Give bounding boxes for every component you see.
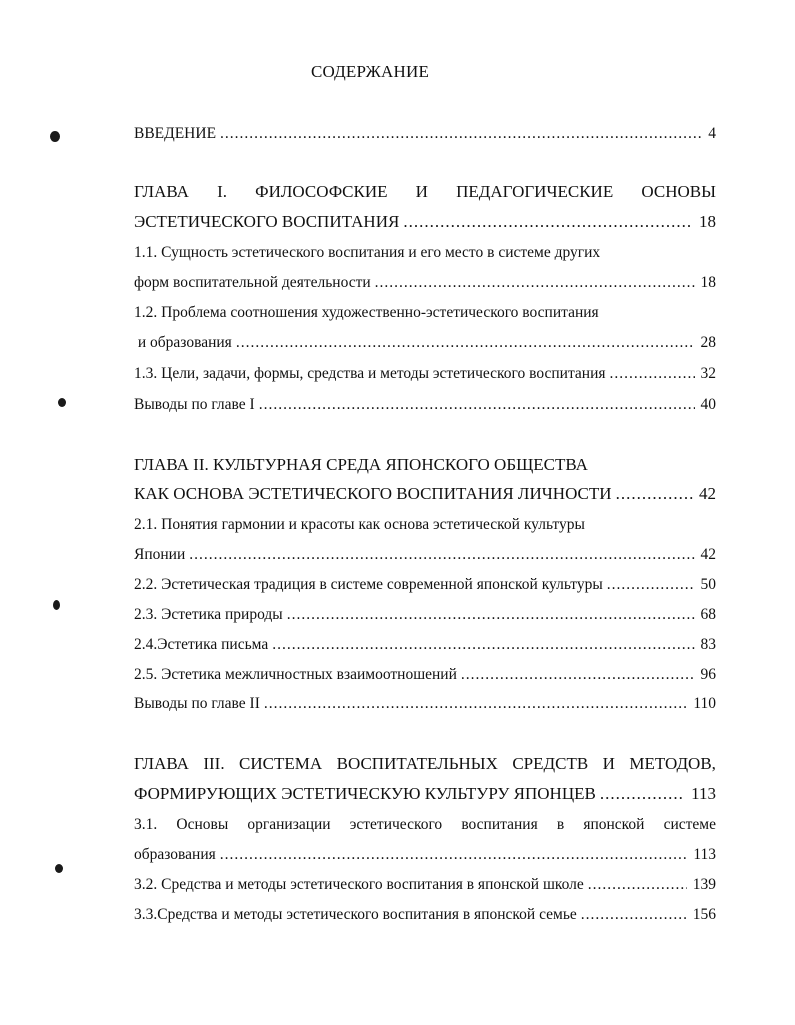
toc-page-number: 40 bbox=[700, 396, 716, 413]
heading-word: системе bbox=[663, 816, 716, 833]
toc-page-number: 113 bbox=[693, 846, 716, 863]
toc-label: 1.3. Цели, задачи, формы, средства и методы эстетического воспитания bbox=[134, 365, 606, 382]
toc-entry-conclusions-2 bbox=[134, 694, 716, 714]
toc-label: ФОРМИРУЮЩИХ ЭСТЕТИЧЕСКУЮ КУЛЬТУРУ ЯПОНЦЕВ bbox=[134, 784, 596, 803]
scan-hole-mark bbox=[50, 131, 60, 142]
toc-label: 3.2. Средства и методы эстетического воспитания в японской школе bbox=[134, 876, 584, 893]
toc-entry-1-1-line2 bbox=[134, 273, 716, 293]
toc-leader bbox=[236, 333, 695, 353]
toc-leader bbox=[375, 273, 695, 293]
toc-entry-1-2-line1: 1.2. Проблема соотношения художественно-эстетического воспитания bbox=[134, 304, 599, 321]
toc-leader bbox=[610, 364, 695, 384]
heading-word: И bbox=[602, 754, 615, 773]
toc-label: форм воспитательной деятельности bbox=[134, 274, 371, 291]
heading-word: СРЕДСТВ bbox=[512, 754, 589, 773]
toc-entry-intro bbox=[134, 124, 716, 144]
toc-label: Выводы по главе II bbox=[134, 695, 260, 712]
toc-leader bbox=[259, 395, 695, 415]
chapter3-heading-line1 bbox=[134, 754, 716, 774]
toc-leader bbox=[600, 784, 685, 804]
toc-label: 2.3. Эстетика природы bbox=[134, 606, 283, 623]
heading-word: ФИЛОСОФСКИЕ bbox=[255, 182, 388, 201]
toc-page-number: 83 bbox=[700, 636, 716, 653]
toc-leader bbox=[607, 575, 695, 595]
page-title: СОДЕРЖАНИЕ bbox=[310, 62, 430, 81]
toc-page-number: 96 bbox=[700, 666, 716, 683]
chapter2-heading-line1: ГЛАВА II. КУЛЬТУРНАЯ СРЕДА ЯПОНСКОГО ОБЩЕСТВА bbox=[134, 455, 588, 474]
heading-word: МЕТОДОВ, bbox=[629, 754, 716, 773]
scan-hole-mark bbox=[58, 398, 66, 407]
toc-page-number: 113 bbox=[691, 784, 716, 803]
toc-label: образования bbox=[134, 846, 216, 863]
toc-entry-2-3 bbox=[134, 605, 716, 625]
heading-word: III. bbox=[203, 754, 225, 773]
chapter3-heading-line2 bbox=[134, 784, 716, 804]
toc-entry-1-3 bbox=[134, 364, 716, 384]
toc-entry-2-1-line2 bbox=[134, 545, 716, 565]
toc-entry-3-2 bbox=[134, 875, 716, 895]
toc-page-number: 42 bbox=[700, 546, 716, 563]
toc-leader bbox=[588, 875, 687, 895]
scan-hole-mark bbox=[53, 600, 60, 610]
toc-entry-conclusions-1 bbox=[134, 395, 716, 415]
scan-hole-mark bbox=[55, 864, 63, 873]
heading-word: воспитания bbox=[461, 816, 538, 833]
toc-leader bbox=[287, 605, 695, 625]
toc-leader bbox=[581, 905, 687, 925]
toc-entry-2-1-line1: 2.1. Понятия гармонии и красоты как основа эстетической культуры bbox=[134, 516, 585, 533]
heading-word: Основы bbox=[176, 816, 229, 833]
toc-entry-1-1-line1: 1.1. Сущность эстетического воспитания и его место в системе других bbox=[134, 244, 601, 261]
toc-label: ЭСТЕТИЧЕСКОГО ВОСПИТАНИЯ bbox=[134, 212, 400, 231]
heading-word: I. bbox=[217, 182, 227, 201]
toc-label: и образования bbox=[134, 334, 232, 351]
toc-leader bbox=[264, 694, 687, 714]
toc-entry-2-2 bbox=[134, 575, 716, 595]
toc-leader bbox=[272, 635, 694, 655]
toc-page-number: 4 bbox=[708, 125, 716, 142]
toc-label: Выводы по главе I bbox=[134, 396, 255, 413]
heading-word: японской bbox=[583, 816, 645, 833]
heading-word: ОСНОВЫ bbox=[641, 182, 716, 201]
toc-leader bbox=[220, 124, 702, 144]
heading-word: организации bbox=[247, 816, 331, 833]
chapter1-heading-line1 bbox=[134, 182, 716, 202]
toc-entry-1-2-line2 bbox=[134, 333, 716, 353]
heading-word: ПЕДАГОГИЧЕСКИЕ bbox=[456, 182, 614, 201]
heading-word: И bbox=[415, 182, 428, 201]
toc-leader bbox=[189, 545, 694, 565]
toc-label: 3.3.Средства и методы эстетического воспитания в японской семье bbox=[134, 906, 577, 923]
toc-entry-2-5 bbox=[134, 665, 716, 685]
toc-leader bbox=[616, 484, 693, 504]
toc-page-number: 68 bbox=[700, 606, 716, 623]
toc-entry-3-1-line1 bbox=[134, 815, 716, 835]
toc-label: КАК ОСНОВА ЭСТЕТИЧЕСКОГО ВОСПИТАНИЯ ЛИЧНОСТИ bbox=[134, 484, 612, 503]
toc-entry-3-1-line2 bbox=[134, 845, 716, 865]
toc-entry-3-3 bbox=[134, 905, 716, 925]
heading-word: ВОСПИТАТЕЛЬНЫХ bbox=[336, 754, 498, 773]
toc-page-number: 18 bbox=[699, 212, 716, 231]
heading-word: ГЛАВА bbox=[134, 182, 189, 201]
toc-page-number: 139 bbox=[692, 876, 716, 893]
heading-word: 3.1. bbox=[134, 816, 158, 833]
toc-page-number: 110 bbox=[693, 695, 716, 712]
toc-leader bbox=[403, 212, 693, 232]
toc-label: Японии bbox=[134, 546, 186, 563]
toc-page-number: 50 bbox=[700, 576, 716, 593]
toc-page-number: 42 bbox=[699, 484, 716, 503]
toc-label: ВВЕДЕНИЕ bbox=[134, 125, 217, 142]
toc-page-number: 32 bbox=[700, 365, 716, 382]
heading-word: эстетического bbox=[349, 816, 443, 833]
toc-leader bbox=[461, 665, 695, 685]
toc-leader bbox=[220, 845, 688, 865]
toc-page-number: 28 bbox=[700, 334, 716, 351]
toc-page-number: 18 bbox=[700, 274, 716, 291]
chapter1-heading-line2 bbox=[134, 212, 716, 232]
toc-label: 2.4.Эстетика письма bbox=[134, 636, 269, 653]
toc-label: 2.5. Эстетика межличностных взаимоотношений bbox=[134, 666, 457, 683]
toc-label: 2.2. Эстетическая традиция в системе современной японской культуры bbox=[134, 576, 603, 593]
chapter2-heading-line2 bbox=[134, 484, 716, 504]
toc-page-number: 156 bbox=[692, 906, 716, 923]
heading-word: СИСТЕМА bbox=[239, 754, 323, 773]
heading-word: в bbox=[556, 816, 565, 833]
heading-word: ГЛАВА bbox=[134, 754, 189, 773]
toc-entry-2-4 bbox=[134, 635, 716, 655]
